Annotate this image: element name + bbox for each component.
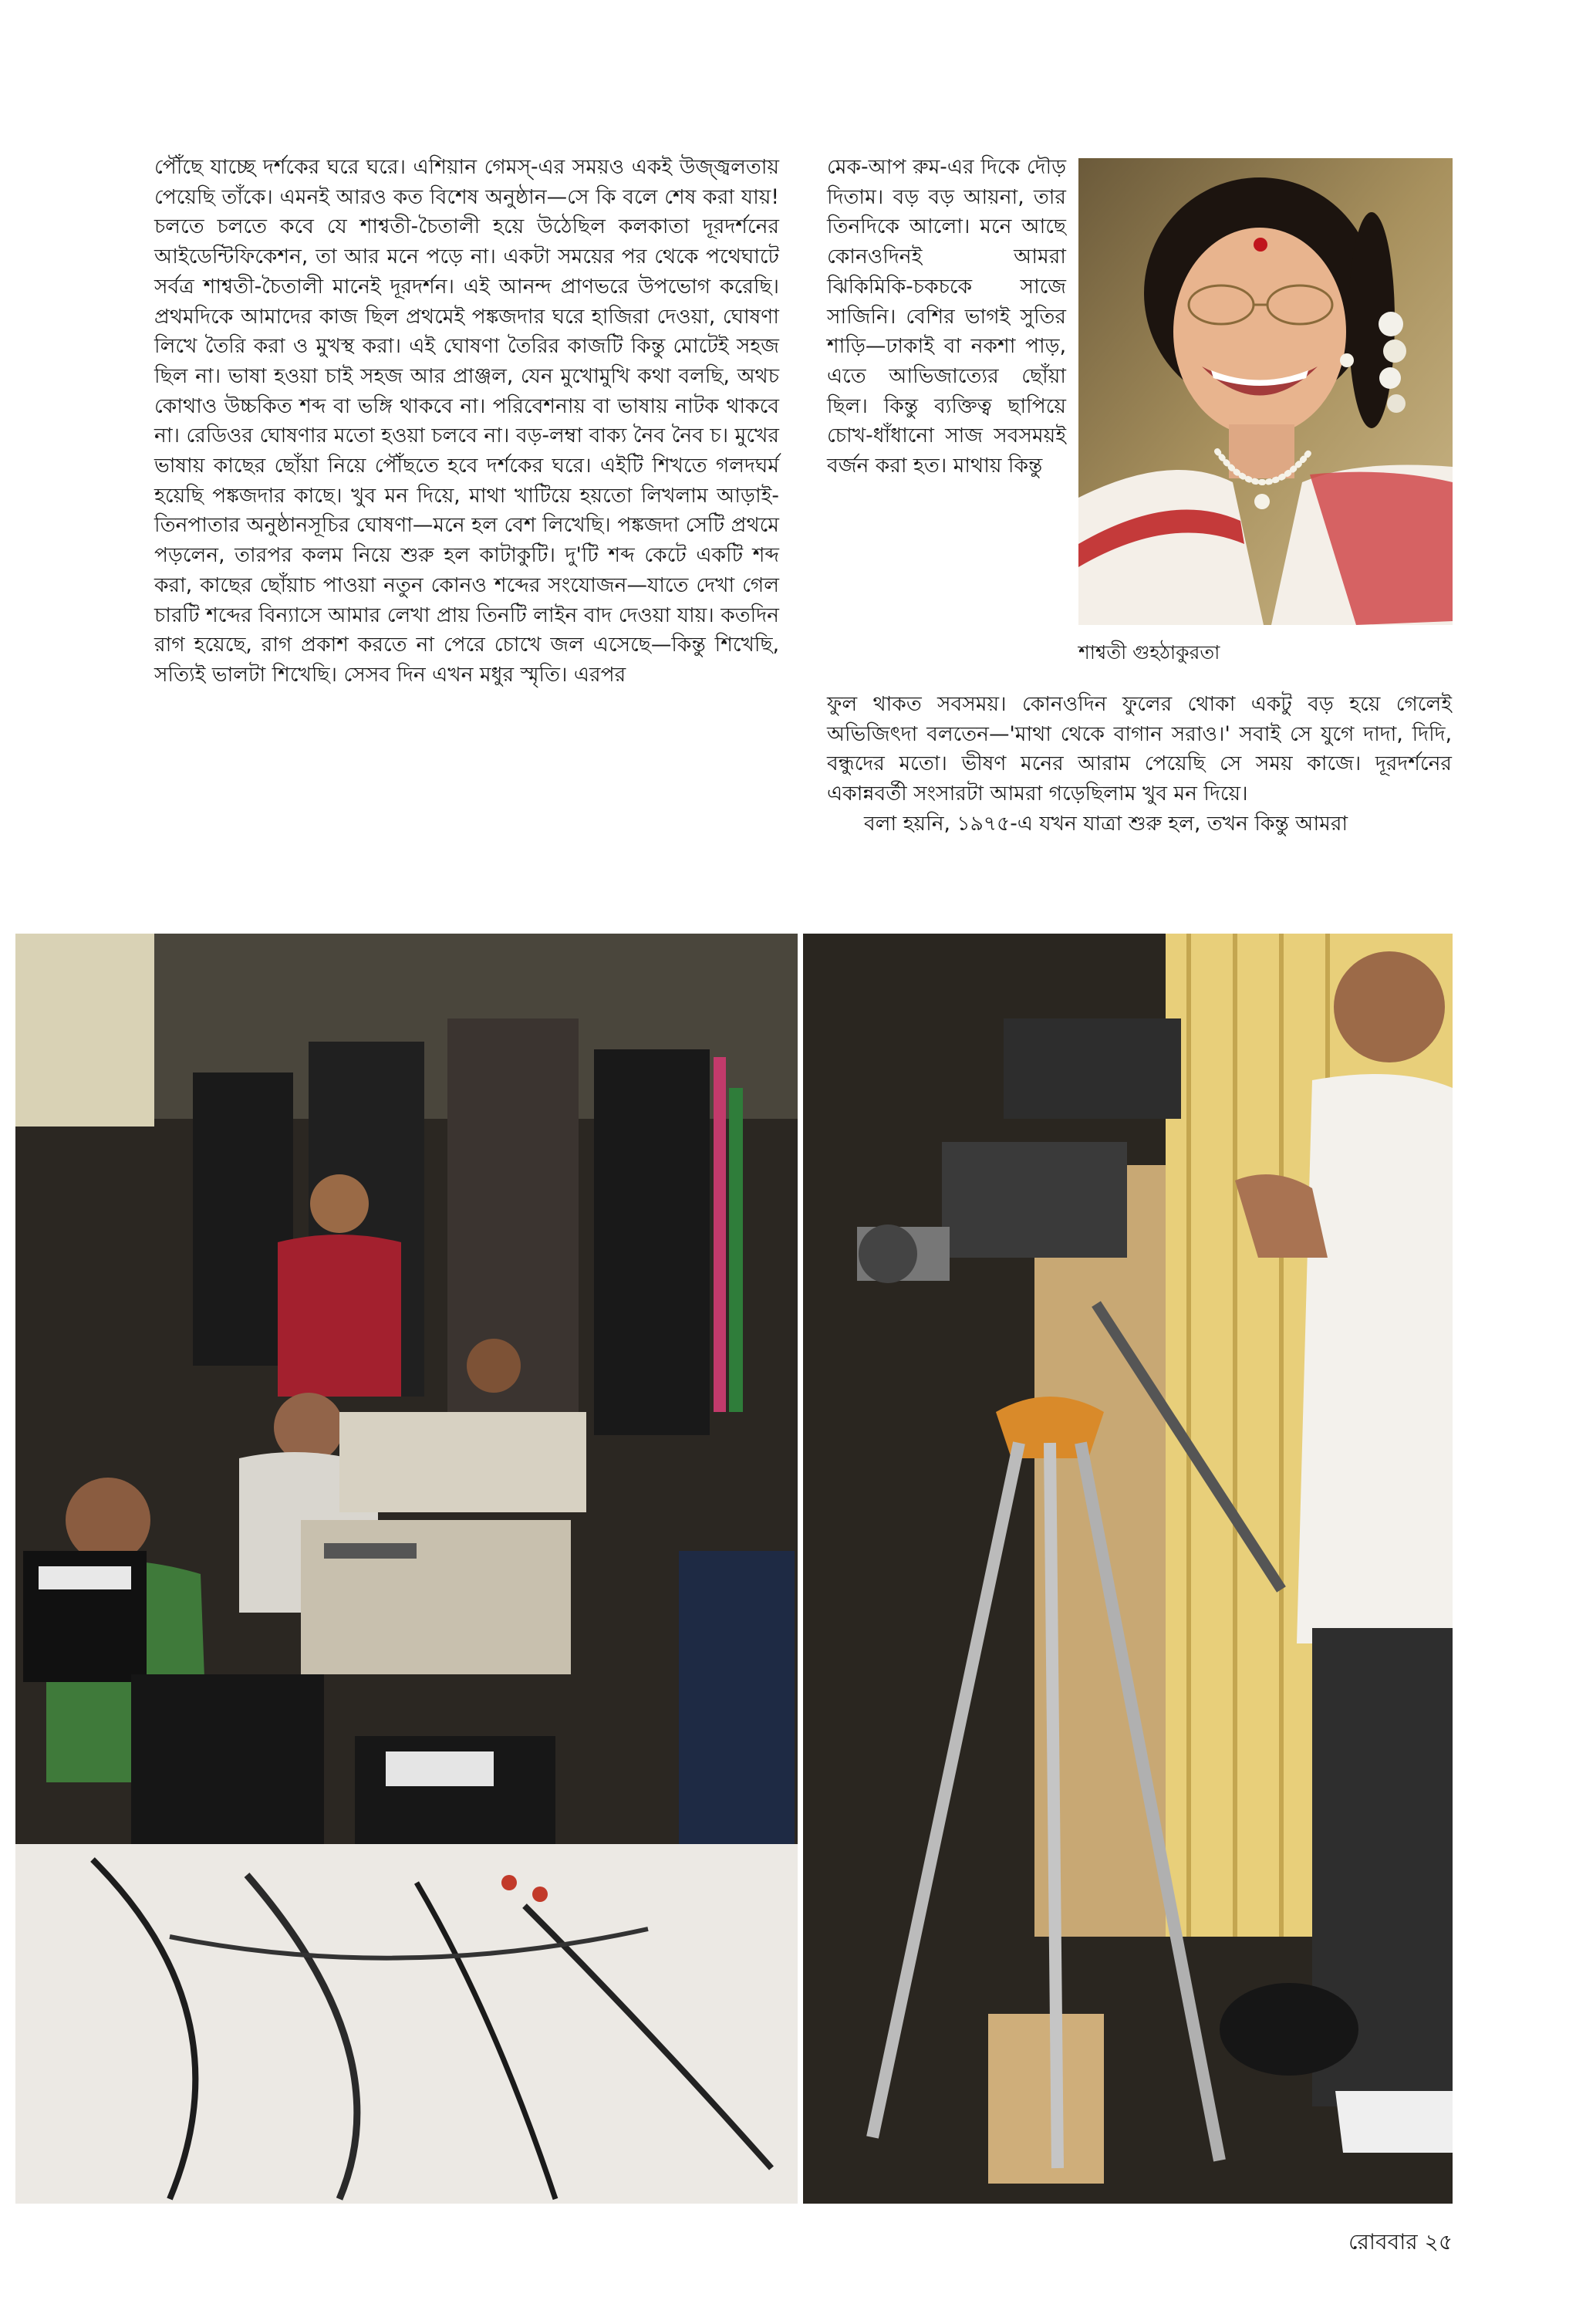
article-column-left [154, 153, 779, 691]
article-paragraph: মেক-আপ রুম-এর দিকে দৌড় দিতাম। বড় বড় আয়না, তার তিনদিকে আলো। মনে আছে কোনওদিনই আমরা ঝিকিমিকি-চকচকে সাজে সাজিনি। বেশির ভাগই সুতির শাড়ি—ঢাকাই বা নকশা পাড়, এতে আভিজাত্যের ছোঁয়া ছিল। কিন্তু ব্যক্তিত্ব ছাপিয়ে চোখ-ধাঁধানো সাজ সবসময়ই বর্জন করা হত। মাথায় কিন্তু [827, 155, 1066, 478]
article-column-middle [827, 153, 1066, 481]
page-folio: রোববার ২৫ [1348, 2229, 1453, 2255]
article-column-right-continuation [827, 690, 1452, 839]
portrait-caption: শাশ্বতী গুহঠাকুরতা [1078, 641, 1220, 664]
control-room-photo [15, 934, 798, 2204]
camera-operator-photo [803, 934, 1453, 2204]
article-paragraph: বলা হয়নি, ১৯৭৫-এ যখন যাত্রা শুরু হল, তখন কিন্তু আমরা [864, 811, 1348, 836]
portrait-photo [1078, 158, 1453, 625]
article-paragraph: পৌঁছে যাচ্ছে দর্শকের ঘরে ঘরে। এশিয়ান গেমস্-এর সময়ও একই উজ্জ্বলতায় পেয়েছি তাঁকে। এমনই আরও কত বিশেষ অনুষ্ঠান—সে কি বলে শেষ করা যায়! চলতে চলতে কবে যে শাশ্বতী-চৈতালী হয়ে উঠেছিল কলকাতা দূরদর্শনের আইডেন্টিফিকেশন, তা আর মনে পড়ে না। একটা সময়ের পর থেকে পথেঘাটে সর্বত্র শাশ্বতী-চৈতালী মানেই দূরদর্শন। এই আনন্দ প্রাণভরে উপভোগ করেছি। প্রথমদিকে আমাদের কাজ ছিল প্রথমেই পঙ্কজদার ঘরে হাজিরা দেওয়া, ঘোষণা লিখে তৈরি করা ও মুখস্থ করা। এই ঘোষণা তৈরির কাজটি কিন্তু মোটেই সহজ ছিল না। ভাষা হওয়া চাই সহজ আর প্রাঞ্জল, যেন মুখোমুখি কথা বলছি, অথচ কোথাও উচ্চকিত শব্দ বা ভঙ্গি থাকবে না। পরিবেশনায় বা ভাষায় নাটক থাকবে না। রেডিওর ঘোষণার মতো হওয়া চলবে না। বড়-লম্বা বাক্য নৈব নৈব চ। মুখের ভাষায় কাছের ছোঁয়া নিয়ে পৌঁছতে হবে দর্শকের ঘরে। এইটি শিখতে গলদঘর্ম হয়েছি পঙ্কজদার কাছে। খুব মন দিয়ে, মাথা খাটিয়ে হয়তো লিখলাম আড়াই-তিনপাতার অনুষ্ঠানসূচির ঘোষণা—মনে হল বেশ লিখেছি। পঙ্কজদা সেটি প্রথমে পড়লেন, তারপর কলম নিয়ে শুরু হল কাটাকুটি। দু'টি শব্দ কেটে একটি শব্দ করা, কাছের ছোঁয়াচ পাওয়া নতুন কোনও শব্দের সংযোজন—যাতে দেখা গেল চারটি শব্দের বিন্যাসে আমার লেখা প্রায় তিনটি লাইন বাদ দেওয়া যায়। কতদিন রাগ হয়েছে, রাগ প্রকাশ করতে না পেরে চোখে জল এসেছে—কিন্তু শিখেছি, সত্যিই ভালটা শিখেছি। সেসব দিন এখন মধুর স্মৃতি। এরপর [154, 155, 779, 687]
photo-gutter [798, 934, 803, 2204]
article-paragraph: ফুল থাকত সবসময়। কোনওদিন ফুলের থোকা একটু বড় হয়ে গেলেই অভিজিৎদা বলতেন—'মাথা থেকে বাগান সরাও।' সবাই সে যুগে দাদা, দিদি, বন্ধুদের মতো। ভীষণ মনের আরাম পেয়েছি সে সময় কাজে। দূরদর্শনের একান্নবর্তী সংসারটা আমরা গড়েছিলাম খুব মন দিয়ে। [827, 692, 1452, 806]
